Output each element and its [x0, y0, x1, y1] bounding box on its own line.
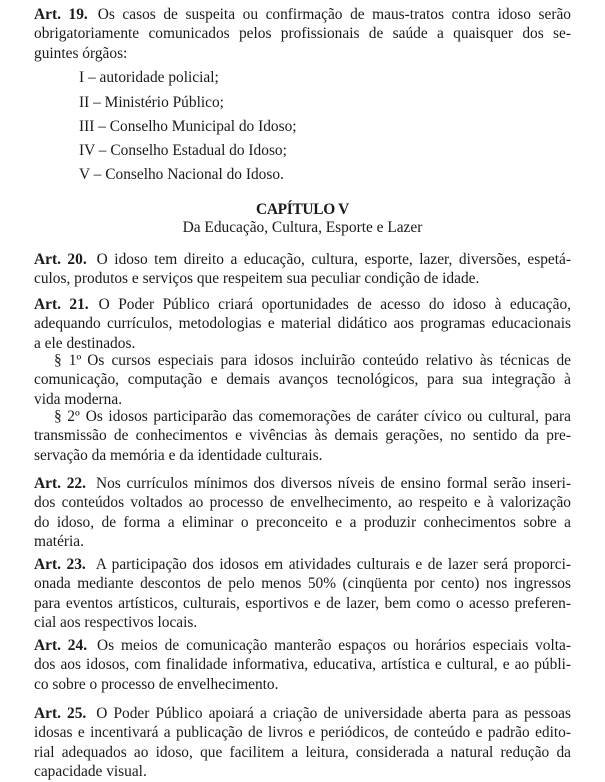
article-label: Art. 20. [34, 251, 87, 268]
article-line [34, 474, 571, 493]
paragraph-line: comunicação, computação e demais avanços tecnológicos, para sua integração à [34, 371, 571, 389]
list-item: II – Ministério Público; [79, 94, 224, 111]
list-item: IV – Conselho Estadual do Idoso; [79, 142, 287, 159]
paragraph-line: servação da memória e da identidade culturais. [34, 446, 323, 464]
paragraph-text: Os idosos participarão das comemorações de caráter cívico ou cultural, para [85, 408, 571, 425]
article-24 [34, 636, 571, 694]
paragraph-2 [34, 407, 571, 465]
article-19 [34, 5, 571, 63]
article-text: O Poder Público criará oportunidades de acesso do idoso à educação, [98, 296, 571, 313]
article-text: O Poder Público apoiará a criação de universidade aberta para as pessoas [96, 705, 571, 722]
article-line: a ele destinados. [34, 334, 136, 352]
article-line: adequando currículos, metodologias e material didático aos programas educacionais [34, 315, 571, 333]
paragraph-1 [34, 351, 571, 409]
article-line [34, 636, 571, 655]
paragraph-text: Os cursos especiais para idosos incluirão conteúdo relativo às técnicas de [87, 352, 571, 369]
paragraph-line [34, 351, 571, 370]
article-label: Art. 24. [34, 637, 88, 654]
article-text: Os casos de suspeita ou confirmação de maus-tratos contra idoso serão [97, 6, 571, 23]
article-line: onada mediante descontos de pelo menos 50% (cinqüenta por cento) nos ingressos [34, 575, 571, 593]
article-text: A participação dos idosos em atividades culturais e de lazer será proporci- [95, 556, 571, 573]
article-label: Art. 19. [34, 6, 88, 23]
article-line: culos, produtos e serviços que respeitem sua peculiar condição de idade. [34, 270, 480, 288]
article-label: Art. 22. [34, 475, 86, 492]
article-line: obrigatoriamente comunicados pelos profissionais de saúde a quaisquer dos se- [34, 25, 571, 43]
article-line: para eventos artísticos, culturais, esportivos e de lazer, bem como o acesso preferen- [34, 594, 571, 612]
chapter-title: CAPÍTULO V [256, 201, 349, 218]
article-23 [34, 555, 571, 633]
paragraph-label: § 1º [54, 352, 82, 369]
article-text: O idoso tem direito a educação, cultura, esporte, lazer, diversões, espetá- [96, 251, 571, 268]
article-21 [34, 295, 571, 353]
article-label: Art. 23. [34, 556, 86, 573]
article-line: idosas e incentivará a publicação de livros e periódicos, de conteúdo e padrão edito- [34, 724, 571, 742]
article-20 [34, 250, 571, 289]
list-item: V – Conselho Nacional do Idoso. [79, 166, 284, 183]
article-25 [34, 704, 571, 782]
article-line [34, 250, 571, 269]
paragraph-line: transmissão de conhecimentos e vivências às demais gerações, no sentido da pre- [34, 427, 571, 445]
article-line: cial aos respectivos locais. [34, 614, 198, 632]
article-line [34, 704, 571, 723]
article-line: capacidade visual. [34, 763, 147, 781]
article-line: guintes órgãos: [34, 44, 128, 62]
chapter-subtitle: Da Educação, Cultura, Esporte e Lazer [182, 219, 423, 236]
article-text: Nos currículos mínimos dos diversos níveis de ensino formal serão inseri- [95, 475, 571, 492]
list-item: I – autoridade policial; [79, 69, 219, 86]
article-line: rial adequados ao idoso, que facilitem a leitura, considerada a natural redução da [34, 743, 571, 761]
article-line [34, 295, 571, 314]
article-line: dos aos idosos, com finalidade informativa, educativa, artística e cultural, e ao públi- [34, 656, 571, 674]
article-line: matéria. [34, 533, 84, 551]
article-label: Art. 21. [34, 296, 89, 313]
article-line [34, 5, 571, 24]
article-text: Os meios de comunicação manterão espaços ou horários especiais volta- [97, 637, 571, 654]
article-line [34, 555, 571, 574]
article-line: dos conteúdos voltados ao processo de envelhecimento, ao respeito e à valorização [34, 494, 571, 512]
list-item: III – Conselho Municipal do Idoso; [79, 118, 297, 135]
article-line: co sobre o processo de envelhecimento. [34, 675, 279, 693]
paragraph-line: vida moderna. [34, 390, 123, 408]
article-line: do idoso, de forma a eliminar o preconceito e a produzir conhecimentos sobre a [34, 513, 571, 531]
paragraph-line [34, 407, 571, 426]
article-22 [34, 474, 571, 552]
paragraph-label: § 2º [54, 408, 80, 425]
article-label: Art. 25. [34, 705, 87, 722]
